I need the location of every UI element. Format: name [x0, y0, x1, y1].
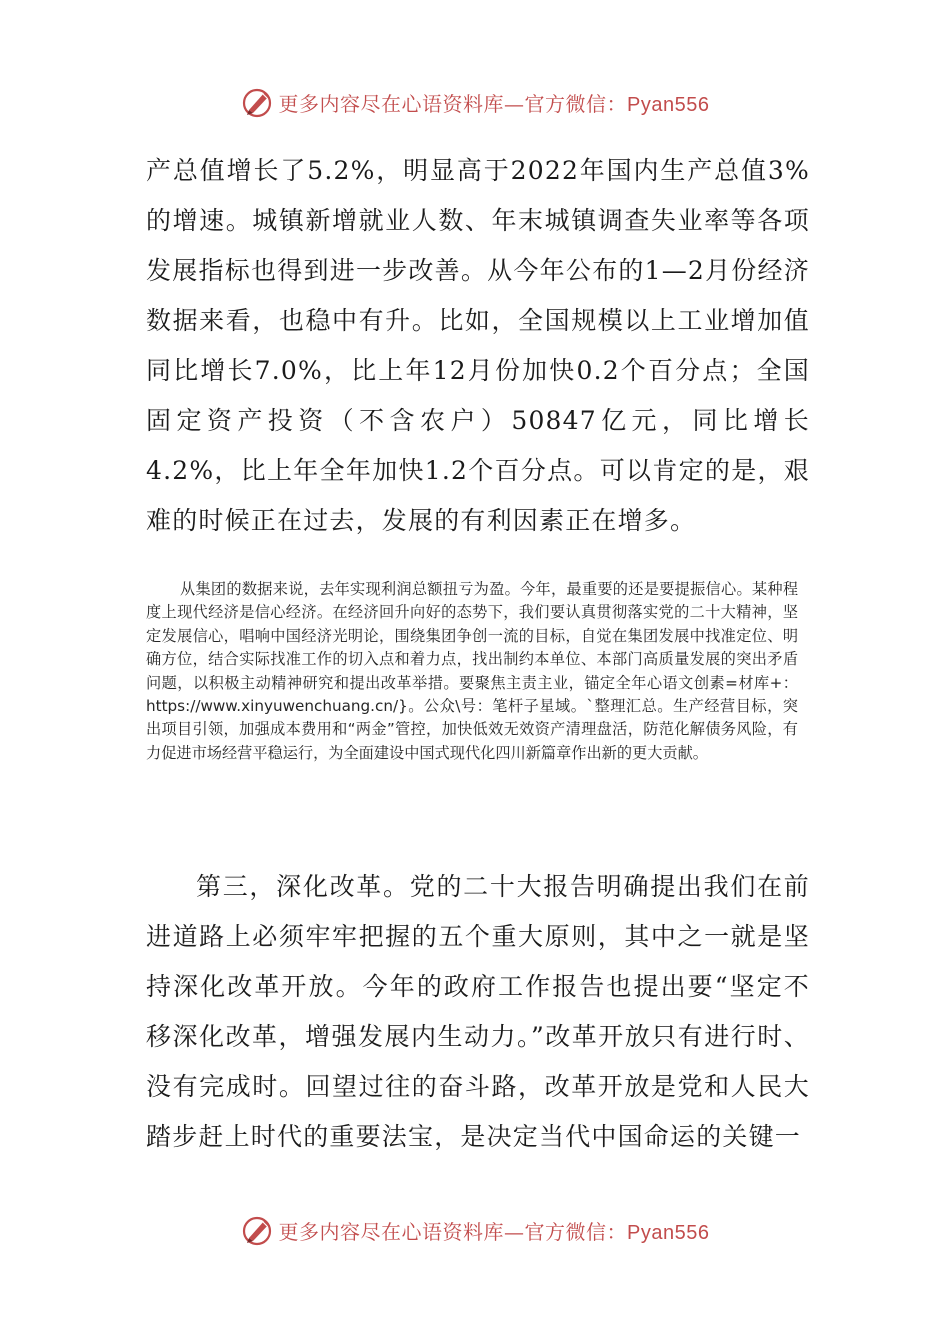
body-paragraph: 产总值增长了5.2%，明显高于2022年国内生产总值3%的增速。城镇新增就业人数、年末城镇调查失业率等各项发展指标也得到进一步改善。从今年公布的1—2月份经济数据来看，也稳中有升。比如，全国规模以上工业增加值同比增长7.0%，比上年12月份加快0.2个百分点；全国固定资产投资（不含农户）50847亿元，同比增长4.2%，比上年全年加快1.2个百分点。可以肯定的是，艰难的时候正在过去，发展的有利因素正在增多。 [146, 156, 810, 535]
header-banner [0, 82, 950, 122]
banner-slogan: 更多内容尽在心语资料库—官方微信： [278, 91, 628, 116]
embedded-paragraph: 从集团的数据来说，去年实现利润总额扭亏为盈。今年，最重要的还是要提振信心。某种程度上现代经济是信心经济。在经济回升向好的态势下，我们要认真贯彻落实党的二十大精神，坚定发展信心，唱响中国经济光明论，围绕集团争创一流的目标，自觉在集团发展中找准定位、明确方位，结合实际找准工作的切入点和着力点，找出制约本单位、本部门高质量发展的突出矛盾问题，以积极主动精神研究和提出改革举措。要聚焦主责主业，锚定全年心语文创素=材库+：https://www.xinyuwenchuang.cn/}。公众\号：笔杆子星域。`整理汇总。生产经营目标，突出项目引领，加强成本费用和“两金”管控，加快低效无效资产清理盘活，防范化解债务风险，有力促进市场经营平稳运行，为全面建设中国式现代化四川新篇章作出新的更大贡献。 [146, 580, 798, 762]
body-paragraph-section-three: 第三，深化改革。党的二十大报告明确提出我们在前进道路上必须牢牢把握的五个重大原则，其中之一就是坚持深化改革开放。今年的政府工作报告也提出要“坚定不移深化改革，增强发展内生动力。”改革开放只有进行时、没有完成时。回望过往的奋斗路，改革开放是党和人民大踏步赶上时代的重要法宝，是决定当代中国命运的关键一 [146, 872, 810, 1151]
pen-logo-icon [241, 85, 275, 119]
pen-logo-icon [241, 1213, 275, 1247]
banner-text [279, 1216, 710, 1245]
footer-banner [0, 1210, 950, 1250]
wechat-id: Pyan556 [627, 93, 710, 116]
banner-text [279, 88, 710, 117]
wechat-id: Pyan556 [627, 1221, 710, 1244]
banner-slogan: 更多内容尽在心语资料库—官方微信： [278, 1219, 628, 1244]
